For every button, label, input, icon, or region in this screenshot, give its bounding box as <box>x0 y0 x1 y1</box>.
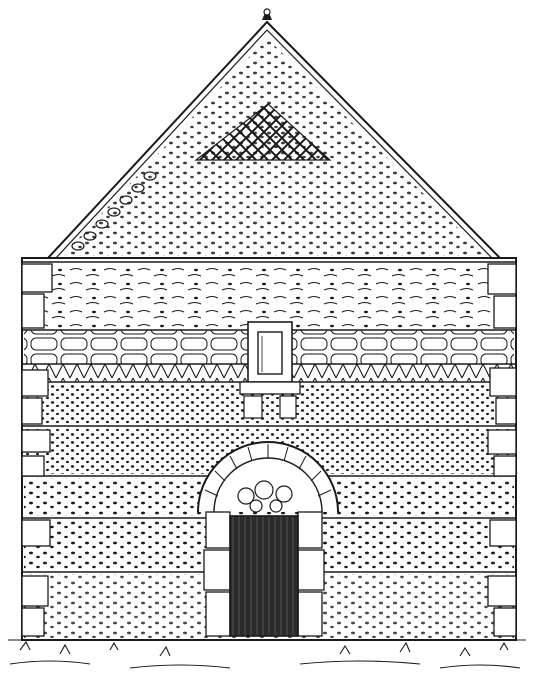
door <box>230 516 298 636</box>
finial <box>262 8 272 20</box>
ground <box>8 640 526 668</box>
